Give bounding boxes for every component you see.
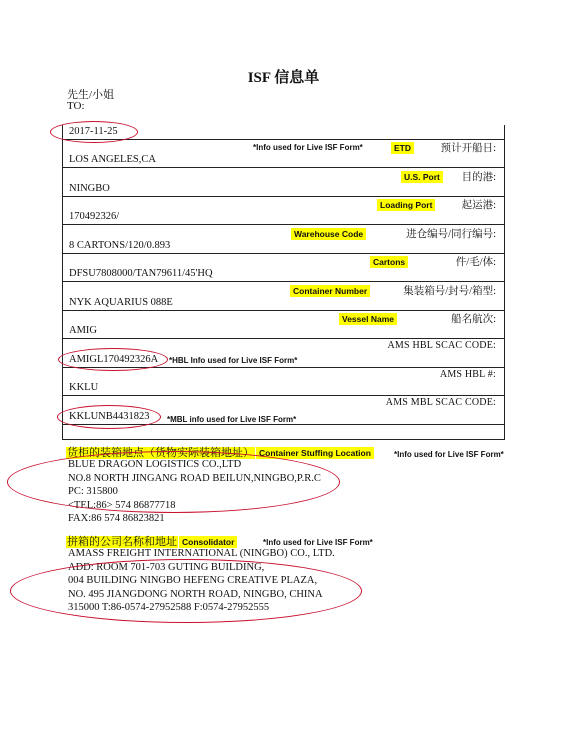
etd-value: 2017-11-25 — [69, 126, 118, 137]
etd-note: *Info used for Live ISF Form* — [253, 143, 363, 152]
mbl-scac-label: AMS MBL SCAC CODE: — [385, 397, 496, 408]
us-port-label: 目的港: — [461, 172, 496, 183]
to-label: TO: — [67, 100, 85, 112]
circle-hbl — [58, 348, 168, 371]
vessel-tag: Vessel Name — [339, 313, 397, 325]
circle-mbl — [57, 405, 161, 429]
loading-port-value: NINGBO — [69, 183, 110, 194]
consolidator-heading-cn: 拼箱的公司名称和地址 — [67, 536, 177, 548]
salutation: 先生/小姐 — [67, 89, 115, 101]
us-port-value: LOS ANGELES,CA — [69, 154, 156, 165]
document-title: ISF 信息单 — [247, 70, 320, 86]
cartons-tag: Cartons — [370, 256, 408, 268]
warehouse-code-value: 170492326/ — [69, 211, 120, 222]
consolidator-line: AMASS FREIGHT INTERNATIONAL (NINGBO) CO., LTD. — [68, 548, 335, 559]
hbl-note: *HBL Info used for Live ISF Form* — [169, 356, 298, 365]
container-number-tag: Container Number — [290, 285, 370, 297]
consolidator-line: NO. 495 JIANGDONG NORTH ROAD, NINGBO, CHINA — [68, 588, 323, 600]
etd-label: 预计开船日: — [440, 143, 496, 154]
info-table — [62, 125, 505, 440]
etd-tag: ETD — [391, 142, 414, 154]
circle-etd — [50, 121, 138, 143]
container-number-label: 集装箱号/封号/箱型: — [403, 286, 496, 297]
stuffing-heading-en: Container Stuffing Location — [256, 447, 374, 459]
stuffing-heading-cn: 货柜的装箱地点（货物实际装箱地址） — [67, 447, 254, 459]
cartons-label: 件/毛/体: — [455, 257, 496, 268]
hbl-scac-value: AMIG — [69, 325, 97, 336]
vessel-label: 船名航次: — [451, 314, 496, 325]
consolidator-note: *Info used for Live ISF Form* — [263, 538, 373, 547]
consolidator-line: ADD: ROOM 701-703 GUTING BUILDING, — [68, 561, 265, 573]
row-divider — [63, 224, 504, 225]
vessel-value: NYK AQUARIUS 088E — [69, 297, 173, 308]
circle-consolidator — [10, 559, 362, 623]
row-divider — [63, 395, 504, 396]
loading-port-tag: Loading Port — [377, 199, 435, 211]
warehouse-code-tag: Warehouse Code — [291, 228, 366, 240]
row-divider — [63, 281, 504, 282]
stuffing-line: FAX:86 574 86823821 — [68, 513, 165, 524]
stuffing-note: *Info used for Live ISF Form* — [394, 450, 504, 459]
hbl-number-value: AMIGL170492326A — [69, 354, 159, 365]
row-divider — [63, 167, 504, 168]
stuffing-line: NO.8 NORTH JINGANG ROAD BEILUN,NINGBO,P.R.C — [68, 472, 321, 484]
us-port-tag: U.S. Port — [401, 171, 443, 183]
loading-port-label: 起运港: — [461, 200, 496, 211]
consolidator-heading-en: Consolidator — [179, 536, 237, 548]
stuffing-line: <TEL:86> 574 86877718 — [68, 499, 176, 511]
consolidator-line: 315000 T:86-0574-27952588 F:0574-27952555 — [68, 602, 270, 613]
hbl-scac-label: AMS HBL SCAC CODE: — [387, 340, 496, 351]
row-divider — [63, 139, 504, 140]
container-number-value: DFSU7808000/TAN79611/45'HQ — [69, 268, 213, 279]
mbl-note: *MBL info used for Live ISF Form* — [167, 415, 297, 424]
row-divider — [63, 310, 504, 311]
consolidator-line: 004 BUILDING NINGBO HEFENG CREATIVE PLAZA, — [68, 575, 318, 586]
warehouse-code-label: 进仓编号/同行编号: — [406, 229, 496, 240]
mbl-number-value: KKLUNB4431823 — [69, 411, 150, 422]
hbl-number-label: AMS HBL #: — [439, 369, 496, 380]
cartons-value: 8 CARTONS/120/0.893 — [69, 240, 171, 251]
mbl-scac-value: KKLU — [69, 382, 99, 393]
stuffing-line: BLUE DRAGON LOGISTICS CO.,LTD — [68, 459, 242, 470]
row-divider — [63, 338, 504, 339]
row-divider — [63, 253, 504, 254]
stuffing-line: PC: 315800 — [68, 486, 118, 497]
row-divider — [63, 196, 504, 197]
circle-stuffing — [7, 451, 340, 513]
